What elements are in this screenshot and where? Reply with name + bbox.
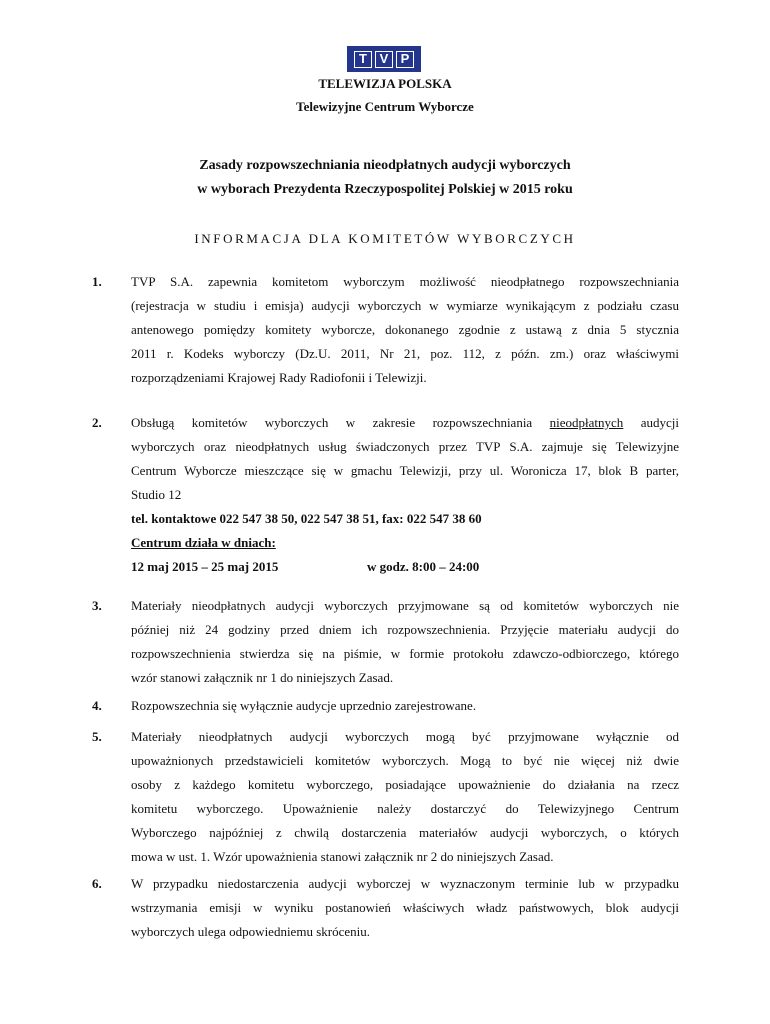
item-1-line: rozporządzeniami Krajowej Rady Radiofonii i Telewizji.	[131, 370, 427, 385]
item-6-text	[131, 872, 679, 944]
item-5-line: osoby z każdego komitetu wyborczego, posiadające upoważnienie do działania na rzecz	[131, 777, 679, 792]
item-4-text	[131, 694, 679, 718]
item-5-line: Wyborczego najpóźniej z chwilą dostarczenia materiałów audycji wyborczych, o których	[131, 825, 679, 840]
tvp-logo	[347, 46, 421, 72]
item-5-line: Materiały nieodpłatnych audycji wyborczych mogą być przyjmowane wyłącznie od	[131, 729, 679, 744]
item-2-text	[131, 411, 679, 579]
item-1-line: antenowego pomiędzy komitety wyborcze, dokonanego zgodnie z ustawą z dnia 5 stycznia	[131, 322, 679, 337]
office-hours-row	[131, 555, 679, 579]
item-1-line: TVP S.A. zapewnia komitetom wyborczym możliwość nieodpłatnego rozpowszechniania	[131, 274, 679, 289]
item-3-text	[131, 594, 679, 690]
item-2-line-1	[131, 411, 679, 435]
item-5-line: komitetu wyborczego. Upoważnienie należy dostarczyć do Telewizyjnego Centrum	[131, 801, 679, 816]
item-2-line: Studio 12	[131, 487, 182, 502]
item-2-line-1-pre: Obsługą komitetów wyborczych w zakresie rozpowszechniania	[131, 415, 533, 430]
item-4-line: Rozpowszechnia się wyłącznie audycje uprzednio zarejestrowane.	[131, 698, 477, 713]
item-2-number: 2.	[92, 415, 102, 430]
office-hours: w godz. 8:00 – 24:00	[367, 559, 480, 574]
item-2-line: wyborczych oraz nieodpłatnych usług świadczonych przez TVP S.A. zajmuje się Telewizyjne	[131, 439, 679, 454]
item-2-line: Centrum Wyborcze mieszczące się w gmachu Telewizji, przy ul. Woronicza 17, blok B parter,	[131, 463, 679, 478]
office-days-label: Centrum działa w dniach:	[131, 535, 276, 550]
item-1-line: 2011 r. Kodeks wyborczy (Dz.U. 2011, Nr 21, poz. 112, z późn. zm.) oraz właściwymi	[131, 346, 679, 361]
contact-phone-fax: tel. kontaktowe 022 547 38 50, 022 547 38 51, fax: 022 547 38 60	[131, 511, 482, 526]
item-6-line: wstrzymania emisji w wyniku postanowień właściwych władz państwowych, blok audycji	[131, 900, 679, 915]
item-2-underlined-word: nieodpłatnych	[549, 415, 624, 430]
item-5-text	[131, 725, 679, 869]
item-6-line: W przypadku niedostarczenia audycji wyborczej w wyznaczonym terminie lub w przypadku	[131, 876, 679, 891]
item-6-line: wyborczych ulega odpowiedniemu skróceniu.	[131, 924, 370, 939]
document-title-line-2: w wyborach Prezydenta Rzeczypospolitej Polskiej w 2015 roku	[197, 182, 573, 197]
item-3-line: Materiały nieodpłatnych audycji wyborczych przyjmowane są od komitetów wyborczych nie	[131, 598, 679, 613]
logo-letter-v: V	[375, 51, 393, 68]
item-6-number: 6.	[92, 876, 102, 891]
item-2-line-1-post: audycji	[640, 415, 680, 430]
organization-name: TELEWIZJA POLSKA	[318, 76, 452, 91]
document-title-line-1: Zasady rozpowszechniania nieodpłatnych audycji wyborczych	[199, 158, 571, 173]
item-3-line: później niż 24 godziny przed dniem ich rozpowszechnienia. Przyjęcie materiału audycji do	[131, 622, 679, 637]
item-5-line: mowa w ust. 1. Wzór upoważnienia stanowi załącznik nr 2 do niniejszych Zasad.	[131, 849, 554, 864]
item-3-line: wzór stanowi załącznik nr 1 do niniejszych Zasad.	[131, 670, 394, 685]
office-dates: 12 maj 2015 – 25 maj 2015	[131, 559, 279, 574]
item-4-number: 4.	[92, 698, 102, 713]
item-1-text	[131, 270, 679, 390]
logo-letter-t: T	[354, 51, 372, 68]
department-name: Telewizyjne Centrum Wyborcze	[296, 99, 474, 114]
logo-letter-p: P	[396, 51, 414, 68]
document-subtitle: INFORMACJA DLA KOMITETÓW WYBORCZYCH	[194, 231, 576, 246]
item-5-line: upoważnionych przedstawicieli komitetów wyborczych. Mogą to być nie więcej niż dwie	[131, 753, 679, 768]
item-1-line: (rejestracja w studiu i emisja) audycji wyborczych w wymiarze wynikającym z podziału czasu	[131, 298, 679, 313]
item-3-number: 3.	[92, 598, 102, 613]
item-5-number: 5.	[92, 729, 102, 744]
item-1-number: 1.	[92, 274, 102, 289]
item-3-line: rozpowszechnienia stwierdza się na piśmie, w formie protokołu zdawczo-odbiorczego, którego	[131, 646, 679, 661]
